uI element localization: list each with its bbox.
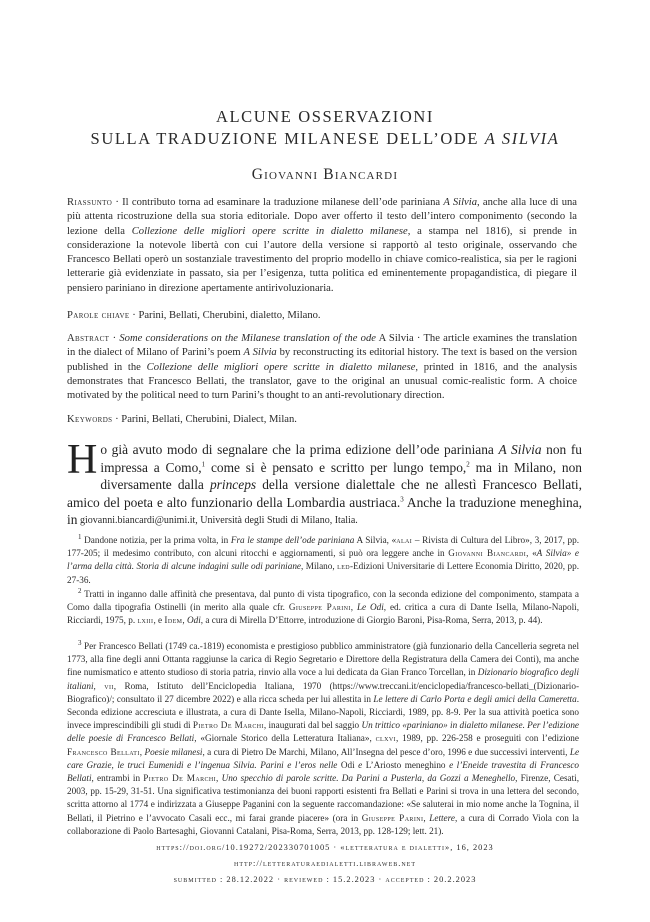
keywords-italian [67, 309, 577, 323]
footnote-3 [67, 640, 579, 838]
footnote-ref[interactable]: 3 [400, 495, 404, 504]
note-italic: Uno specchio di parole scritte. Da Parini a Pusterla, da Gozzi a Meneghello [221, 773, 516, 784]
footnote-number: 2 [78, 586, 82, 595]
note-text: Per Francesco Bellati (1749 ca.-1819) economista e prestigioso pubblico amministratore (già funzionario della Cancelleria segreta nel 1773, alla fine degli anni Ottanta raggiunse la carica di Regio Segretario e Direttore della Registratura della Camera dei Conti), ma anche fine numismatico e attento studioso di storia patria, rinvio alla voce a lui dedicata da Gian Franco Torcellan, in [67, 641, 579, 678]
note-text: , inaugurati dal bel saggio [263, 720, 362, 731]
abstract-italic: A Silvia [443, 197, 477, 208]
note-smallcaps: lxiii [137, 615, 154, 626]
note-text: , Firenze, Cesati, 2003, pp. 15-29, 31-51. Una significativa testimonianza dei buoni rapporti esistenti fra Bellati e Parini si trova in una lettera del secondo, scritta attorno al 1774 e indirizzata a Giuseppe Paganini con la seguente raccomandazione: «Se saluterai in mio nome anche la Tognina, il Bellati, il Pietrino e l’avvocato Casali ecc., mi farai grande piacere» (ora in [67, 773, 579, 823]
note-italic: Un trittico «pariniano» in dialetto milanese. Per l’edizione delle poesie di Francesco Bellati [67, 720, 579, 744]
note-text: , [93, 680, 105, 691]
note-text: , [423, 812, 430, 823]
note-text: , [182, 615, 187, 626]
note-text: , entrambi in [91, 773, 144, 784]
note-text: , « [526, 548, 537, 559]
note-italic: Lettere [429, 812, 455, 823]
note-italic: Poesie milanesi [144, 746, 203, 757]
note-italic: Dizionario biografico degli italiani [67, 667, 579, 691]
separator: · [129, 310, 139, 321]
author-email: giovanni.biancardi@unimi.it, Università degli Studi di Milano, Italia. [80, 515, 358, 526]
note-text: , 1989, pp. 226-258 e proseguiti con l’edizione [395, 733, 579, 744]
abstract-text: Il contributo torna ad esaminare la traduzione milanese dell’ode pariniana [122, 197, 444, 208]
keywords-text: Parini, Bellati, Cherubini, Dialect, Milan. [121, 414, 297, 425]
abstract-italic: Some considerations on the Milanese translation of the ode [119, 333, 376, 344]
note-text: , a cura di Pietro De Marchi, Milano, All’Insegna del pesce d’oro, 1996 e due successivi interventi, [202, 746, 570, 757]
note-text: . Seconda edizione accresciuta e illustrata, a cura di Dante Isella, Milano-Napoli, Ricciardi, 1989, pp. 8-9. Per la sua attività poetica sono invece imprescindibili gli studi di [67, 693, 579, 731]
abstract-text: , printed in 1816, and the analysis demonstrates that Francesco Bellati, the translator, gave to the original an unusual comic-realistic form. A choice motivated by the political need to turn Parini’s thought to an anti-revolutionary direction. [67, 361, 577, 402]
note-italic: e l’Eneide travestita di Francesco Bellati [67, 759, 580, 784]
separator: · [112, 414, 122, 425]
footnote-2 [67, 588, 579, 628]
footnote-1 [67, 534, 579, 587]
note-smallcaps: vii [104, 680, 114, 691]
body-italic: princeps [209, 477, 257, 492]
abstract-text: A Silvia · The article examines the translation in the dialect of Milano of Parini’s poem [67, 333, 578, 359]
body-text: Anche la traduzione meneghina, in [67, 494, 582, 527]
note-italic: A Silvia» e l’arma della città. Storia di alcune indagini sulle odi pariniane [67, 548, 580, 572]
note-text: – Rivista di Cultura del Libro», 3, 2017, pp. 177-205; il medesimo contributo, con alcuni ritocchi e aggiornamenti, si può ora leggere anche in [67, 535, 580, 559]
note-smallcaps: Francesco Bellati [67, 746, 140, 757]
body-italic: A Silvia [498, 442, 542, 457]
separator: · [112, 197, 123, 208]
note-text: -Edizioni Universitarie di Lettere Economia Diritto, 2020, pp. 27-36. [67, 561, 579, 585]
note-italic: e [358, 759, 363, 770]
note-italic: Le lettere di Carlo Porta e degli amici della Cameretta [373, 693, 577, 704]
note-text: Odi [337, 759, 359, 770]
note-text: , [350, 602, 357, 613]
keywords-label: Keywords [67, 414, 113, 425]
note-text: Tratti in inganno dalle affinità che presentava, dal punto di vista tipografico, con la seconda edizione del componimento, stampata a Como dalla tipografia Ostinelli (in merito alla quale cfr. [67, 589, 579, 613]
note-text: , ed. critica a cura di Dante Isella, Milano-Napoli, Ricciardi, 1975, p. [67, 602, 579, 626]
abstract-text: by reconstructing its editorial history. The text is based on the version published in the [67, 347, 577, 373]
abstract-text: , a stampa nel 1816), si prende in considerazione la notevole libertà con cui l’autore della versione si rapportò al testo originale, osservando che Francesco Bellati operò un sostanziale travestimento del proprio modello in chiave comico-realistica, sia per le ragioni letterarie già evidenziate in passato, sia per l’esigenza, tutta politica ed eminentemente propagandistica, di piegare il pensiero pariniano in direzione apertamente antirivoluzionaria. [67, 225, 577, 294]
footnote-ref[interactable]: 2 [466, 460, 470, 469]
note-text: , [216, 773, 222, 784]
title-text: SULLA TRADUZIONE MILANESE DELL’ODE [90, 129, 485, 148]
note-text: , [139, 746, 145, 757]
note-italic: Le Odi [356, 602, 384, 613]
keywords-text: Parini, Bellati, Cherubini, dialetto, Milano. [138, 310, 321, 321]
article-title-line2 [40, 129, 610, 149]
keywords-label: Parole chiave [67, 310, 130, 321]
note-text: , a cura di Corrado Viola con la collaborazione di Paolo Bartesaghi, Giovanni Catalani, Pisa-Roma, Serra, 2013, pp. 128-129; lett. 21). [67, 812, 579, 836]
note-text: , «Giornale Storico della Letteratura Italiana», [194, 733, 376, 744]
footnote-number: 1 [78, 532, 82, 541]
note-text: Dandone notizia, per la prima volta, in [81, 535, 231, 545]
footer-dates: submitted : 28.12.2022 · reviewed : 15.2.2023 · accepted : 20.2.2023 [173, 875, 477, 884]
footnote-ref[interactable]: 1 [201, 460, 206, 469]
body-text: della versione dialettale che ne allestì Francesco Bellati, amico del poeta e alto funzionario della Lombardia austriaca. [67, 477, 582, 510]
note-text: , a cura di Mirella D’Ettorre, introduzione di Giorgio Baroni, Pisa-Roma, Serra, 2013, p. 44). [200, 615, 543, 626]
keywords-english [67, 413, 577, 427]
abstract-italic: Collezione delle migliori opere scritte in dialetto milanese [146, 361, 416, 373]
note-text: L’Ariosto meneghino [362, 759, 450, 770]
author-name: Giovanni Biancardi [251, 166, 399, 183]
body-text: ma in Milano, non diversamente dalla [100, 459, 582, 492]
abstract-label: Abstract [67, 333, 110, 344]
title-italic: A SILVIA [484, 129, 560, 148]
note-text: , Roma, Istituto dell’Enciclopedia Italiana, 1970 (https://www.treccani.it/enciclopedia/francesco-bellati_(Dizionario-Biografico)/; consultato il 27 dicembre 2022) e alla ricca scheda per lui allestita in [67, 680, 580, 704]
abstract-text: , anche alla luce di una più attenta ricostruzione della sua storia editoriale. Dopo aver offerto il testo dell’intero componimento (secondo la lezione della [67, 197, 577, 237]
note-smallcaps: led [337, 561, 351, 572]
footer-website[interactable]: http://letteraturaedialetti.libraweb.net [234, 859, 416, 868]
note-smallcaps: clxvi [375, 733, 396, 744]
note-smallcaps: Giuseppe Parini [361, 812, 424, 823]
abstract-italic: Collezione delle migliori opere scritte in dialetto milanese [131, 225, 408, 237]
abstract-italian [67, 196, 577, 296]
footer-doi[interactable]: https://doi.org/10.19272/202330701005 · «letteratura e dialetti», 16, 2023 [156, 843, 494, 852]
note-italic: Odi [187, 615, 201, 626]
body-text: come si è pensato e scritto per lungo tempo, [205, 459, 467, 475]
note-italic: Fra le stampe dell’ode pariniana [230, 535, 355, 545]
abstract-italic: A Silvia [243, 347, 277, 359]
article-title-line1: ALCUNE OSSERVAZIONI [215, 107, 435, 126]
abstract-english [67, 332, 577, 403]
body-text: o già avuto modo di segnalare che la prima edizione dell’ode pariniana [100, 442, 499, 457]
note-smallcaps: Idem [164, 615, 183, 626]
footnote-number: 3 [78, 638, 82, 647]
note-text: , e [153, 615, 165, 626]
abstract-label: Riassunto [67, 197, 113, 208]
note-text: , Milano, [301, 561, 338, 572]
separator: · [109, 333, 120, 344]
note-text: A Silvia, « [354, 535, 397, 545]
note-smallcaps: Giuseppe Parini [288, 602, 351, 613]
note-smallcaps: Pietro De Marchi [192, 720, 264, 731]
note-smallcaps: alai [396, 535, 413, 545]
note-italic: Le care Grazie, le truci Eumenidi e l’ingenua Silvia. Parini e l’eros nelle [67, 746, 580, 770]
body-text: non fu impressa a Como, [100, 442, 582, 475]
note-smallcaps: Giovanni Biancardi [448, 548, 527, 559]
drop-cap: H [67, 437, 98, 483]
note-smallcaps: Pietro De Marchi [143, 773, 217, 784]
